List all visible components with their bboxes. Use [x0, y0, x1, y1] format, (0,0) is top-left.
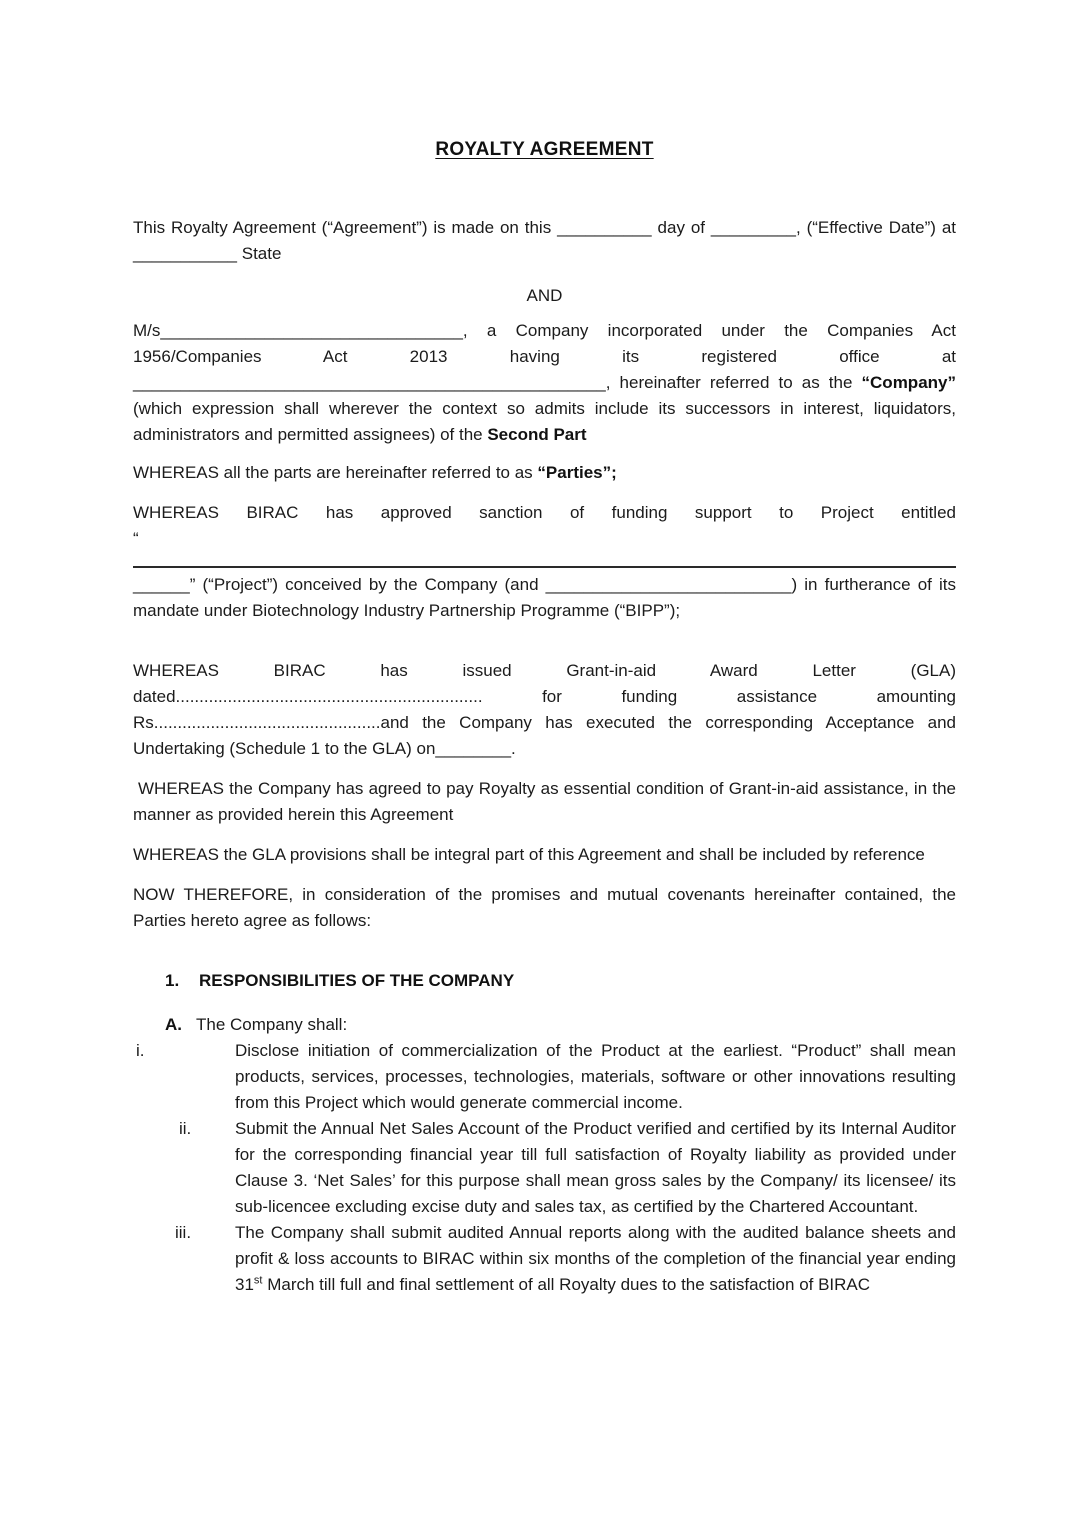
- list-item-ii-marker: ii.: [179, 1119, 192, 1138]
- company-text: M/s________________________________, a Company incorporated under the Companies Act 1956/Companies Act 2013 having its registered office at __________________________________________________, hereinafter referred to as the: [133, 321, 956, 392]
- list-item-ii-text: Submit the Annual Net Sales Account of the Product verified and certified by its Internal Auditor for the corresponding financial year till full satisfaction of Royalty liability as provided under Clause 3. ‘Net Sales’ for this purpose shall mean gross sales by the Company/ its licensee/ its sub-licencee excluding excise duty and sales tax, as certified by the Chartered Accountant.: [235, 1119, 956, 1216]
- paragraph-whereas-issued: [133, 658, 956, 762]
- list-item-iii-text: [235, 1220, 956, 1298]
- parties-text: WHEREAS all the parts are hereinafter referred to as: [133, 463, 538, 482]
- paragraph-whereas-approved: [133, 500, 956, 624]
- paragraph-whereas-gla: [133, 842, 956, 868]
- document-title: ROYALTY AGREEMENT: [435, 139, 654, 160]
- preamble-text: This Royalty Agreement (“Agreement”) is made on this __________ day of _________, (“Effective Date”) at ___________ State: [133, 218, 956, 263]
- paragraph-now-therefore: [133, 882, 956, 934]
- section-1-number: 1.: [165, 971, 180, 990]
- and-separator: AND: [526, 286, 563, 305]
- clause-a-marker: A.: [165, 1015, 182, 1034]
- clause-a-row: [133, 1012, 956, 1038]
- whereas-gla-text: WHEREAS the GLA provisions shall be integral part of this Agreement and shall be included by reference: [133, 845, 925, 864]
- company-text-cont: (which expression shall wherever the context so admits include its successors in interest, liquidators, administrators and permitted assignees) of the: [133, 399, 956, 444]
- whereas-approved-rest: ______” (“Project”) conceived by the Company (and __________________________) in furtherance of its mandate under Biotechnology Industry Partnership Programme (“BIPP”);: [133, 575, 956, 620]
- company-term-bold: “Company”: [861, 373, 956, 392]
- section-1-heading: [133, 968, 956, 994]
- whereas-approved-line1: WHEREAS BIRAC has approved sanction of funding support to Project entitled: [133, 503, 956, 522]
- open-quote-line: “: [133, 529, 139, 548]
- list-item-i: [133, 1038, 956, 1116]
- list-item-ii: [133, 1116, 956, 1220]
- paragraph-company: [133, 318, 956, 448]
- second-part-bold: Second Part: [487, 425, 587, 444]
- list-item-iii-text-end: March till full and final settlement of all Royalty dues to the satisfaction of BIRAC: [262, 1275, 871, 1294]
- paragraph-parties: [133, 460, 956, 486]
- now-therefore-text: NOW THEREFORE, in consideration of the promises and mutual covenants hereinafter contained, the Parties hereto agree as follows:: [133, 885, 956, 930]
- paragraph-preamble: [133, 215, 956, 267]
- list-item-iii-marker: iii.: [175, 1223, 192, 1242]
- ordinal-superscript: st: [253, 1274, 263, 1287]
- project-title-blank-line: [133, 552, 956, 568]
- list-item-iii-text-start: The Company shall submit audited Annual reports along with the audited balance sheets and profit & loss accounts to BIRAC within six months of the completion of the financial year ending 31: [235, 1223, 956, 1294]
- whereas-issued-text: WHEREAS BIRAC has issued Grant-in-aid Award Letter (GLA) dated................................................................. for funding assistance amounting Rs................................................and the Company has executed the corresponding Acceptance and Undertaking (Schedule 1 to the GLA) on________.: [133, 661, 956, 758]
- list-item-i-marker: i.: [136, 1041, 145, 1060]
- section-1-title: RESPONSIBILITIES OF THE COMPANY: [199, 971, 515, 990]
- whereas-agreed-text: WHEREAS the Company has agreed to pay Royalty as essential condition of Grant-in-aid assistance, in the manner as provided herein this Agreement: [133, 779, 956, 824]
- list-item-iii: [133, 1220, 956, 1298]
- parties-term-bold: “Parties”;: [537, 463, 617, 482]
- list-item-i-text: Disclose initiation of commercialization of the Product at the earliest. “Product” shall mean products, services, processes, technologies, materials, software or other innovations resulting from this Project which would generate commercial income.: [235, 1041, 956, 1112]
- paragraph-whereas-agreed: [133, 776, 956, 828]
- clause-a-text: The Company shall:: [196, 1015, 348, 1034]
